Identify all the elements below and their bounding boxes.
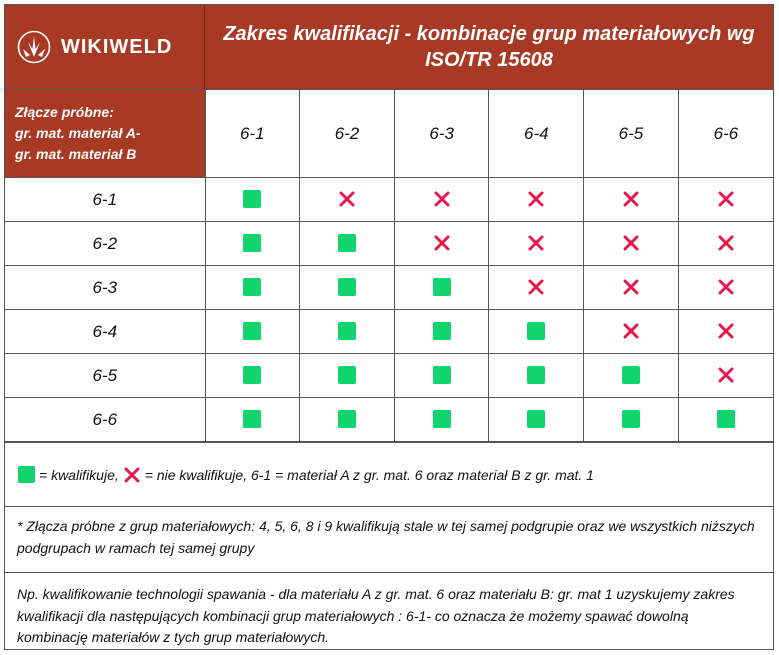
column-header: 6-3 [394, 90, 489, 178]
table-cell [205, 266, 300, 310]
red-cross-icon [338, 190, 356, 208]
table-cell [489, 398, 584, 442]
column-header: 6-4 [489, 90, 584, 178]
table-cell [205, 354, 300, 398]
brand [5, 5, 205, 89]
table-cell [584, 354, 679, 398]
row-header: 6-5 [5, 354, 205, 398]
red-cross-icon [717, 322, 735, 340]
column-header: 6-6 [678, 90, 773, 178]
green-square-icon [243, 322, 261, 340]
page-title: Zakres kwalifikacji - kombinacje grup materiałowych wg ISO/TR 15608 [223, 23, 755, 71]
table-cell [489, 310, 584, 354]
red-cross-icon [527, 278, 545, 296]
red-cross-icon [527, 190, 545, 208]
table-cell [394, 178, 489, 222]
table-cell [584, 178, 679, 222]
table-cell [678, 354, 773, 398]
row-header: 6-2 [5, 222, 205, 266]
table-cell [394, 266, 489, 310]
corner-header [5, 90, 205, 178]
green-square-icon [527, 410, 545, 428]
column-header: 6-1 [205, 90, 300, 178]
table-header-row [5, 90, 773, 178]
table-cell [489, 222, 584, 266]
column-header: 6-5 [584, 90, 679, 178]
table-cell [205, 310, 300, 354]
red-cross-icon [717, 278, 735, 296]
green-square-icon [433, 278, 451, 296]
table-cell [584, 266, 679, 310]
table-cell [489, 178, 584, 222]
footnote: * Złącza próbne z grup materiałowych: 4, 5, 6, 8 i 9 kwalifikują stale w tej samej podgrupie oraz we wszystkich niższych podgrupach w ramach tej samej grupy [5, 506, 773, 572]
green-square-icon [243, 190, 261, 208]
red-cross-icon [622, 234, 640, 252]
red-cross-icon [717, 234, 735, 252]
table-cell [300, 310, 395, 354]
table-cell [205, 222, 300, 266]
green-square-icon [243, 410, 261, 428]
legend-not-text: = nie kwalifikuje, 6-1 = materiał A z gr. mat. 6 oraz materiał B z gr. mat. 1 [144, 466, 594, 483]
flame-burst-logo-icon [17, 30, 51, 64]
table-cell [394, 354, 489, 398]
table-cell [300, 266, 395, 310]
red-cross-icon [433, 234, 451, 252]
red-cross-icon [622, 278, 640, 296]
qualification-sheet [4, 4, 774, 650]
green-square-icon [338, 410, 356, 428]
green-square-icon [338, 322, 356, 340]
green-square-icon [338, 234, 356, 252]
green-square-icon [433, 366, 451, 384]
table-cell [489, 266, 584, 310]
table-cell [205, 178, 300, 222]
table-cell [678, 310, 773, 354]
green-square-icon [338, 366, 356, 384]
row-header: 6-3 [5, 266, 205, 310]
header [5, 5, 773, 90]
table-row [5, 310, 773, 354]
table-cell [489, 354, 584, 398]
table-row [5, 178, 773, 222]
table-cell [300, 222, 395, 266]
row-header: 6-6 [5, 398, 205, 442]
green-square-icon [527, 366, 545, 384]
corner-line: gr. mat. materiał A- [15, 125, 141, 141]
green-square-icon [243, 234, 261, 252]
table-body [5, 178, 773, 442]
green-square-icon [433, 410, 451, 428]
table-row [5, 266, 773, 310]
table-cell [584, 310, 679, 354]
table-cell [300, 354, 395, 398]
table-row [5, 354, 773, 398]
example-note: Np. kwalifikowanie technologii spawania - dla materiału A z gr. mat. 6 oraz materiału B: gr. mat 1 uzyskujemy zakres kwalifikacji dla następujących kombinacji grup materiałowych : 6-1- co oznacza że możemy spawać dowolną kombinację materiałów z tych grup materiałowych. [5, 572, 773, 650]
green-square-icon [18, 466, 35, 483]
red-cross-icon [717, 190, 735, 208]
table-cell [300, 178, 395, 222]
column-header: 6-2 [300, 90, 395, 178]
red-cross-icon [622, 190, 640, 208]
table-cell [678, 222, 773, 266]
red-cross-icon [433, 190, 451, 208]
green-square-icon [622, 366, 640, 384]
table-cell [205, 398, 300, 442]
brand-name: WIKIWELD [61, 35, 173, 58]
table-cell [394, 310, 489, 354]
red-cross-icon [717, 366, 735, 384]
green-square-icon [717, 410, 735, 428]
row-header: 6-1 [5, 178, 205, 222]
red-cross-icon [123, 466, 141, 484]
green-square-icon [622, 410, 640, 428]
green-square-icon [243, 366, 261, 384]
green-square-icon [338, 278, 356, 296]
table-cell [300, 398, 395, 442]
green-square-icon [527, 322, 545, 340]
table-cell [678, 266, 773, 310]
table-row [5, 222, 773, 266]
corner-line: gr. mat. materiał B [15, 146, 137, 162]
red-cross-icon [622, 322, 640, 340]
green-square-icon [243, 278, 261, 296]
row-header: 6-4 [5, 310, 205, 354]
table-cell [584, 398, 679, 442]
red-cross-icon [527, 234, 545, 252]
legend [5, 442, 773, 506]
table-cell [678, 178, 773, 222]
green-square-icon [433, 322, 451, 340]
corner-line: Złącze próbne: [15, 104, 114, 120]
legend-qualifies-text: = kwalifikuje, [39, 466, 119, 483]
table-cell [394, 398, 489, 442]
table-row [5, 398, 773, 442]
qualification-table [5, 90, 773, 442]
table-cell [584, 222, 679, 266]
table-cell [678, 398, 773, 442]
table-cell [394, 222, 489, 266]
